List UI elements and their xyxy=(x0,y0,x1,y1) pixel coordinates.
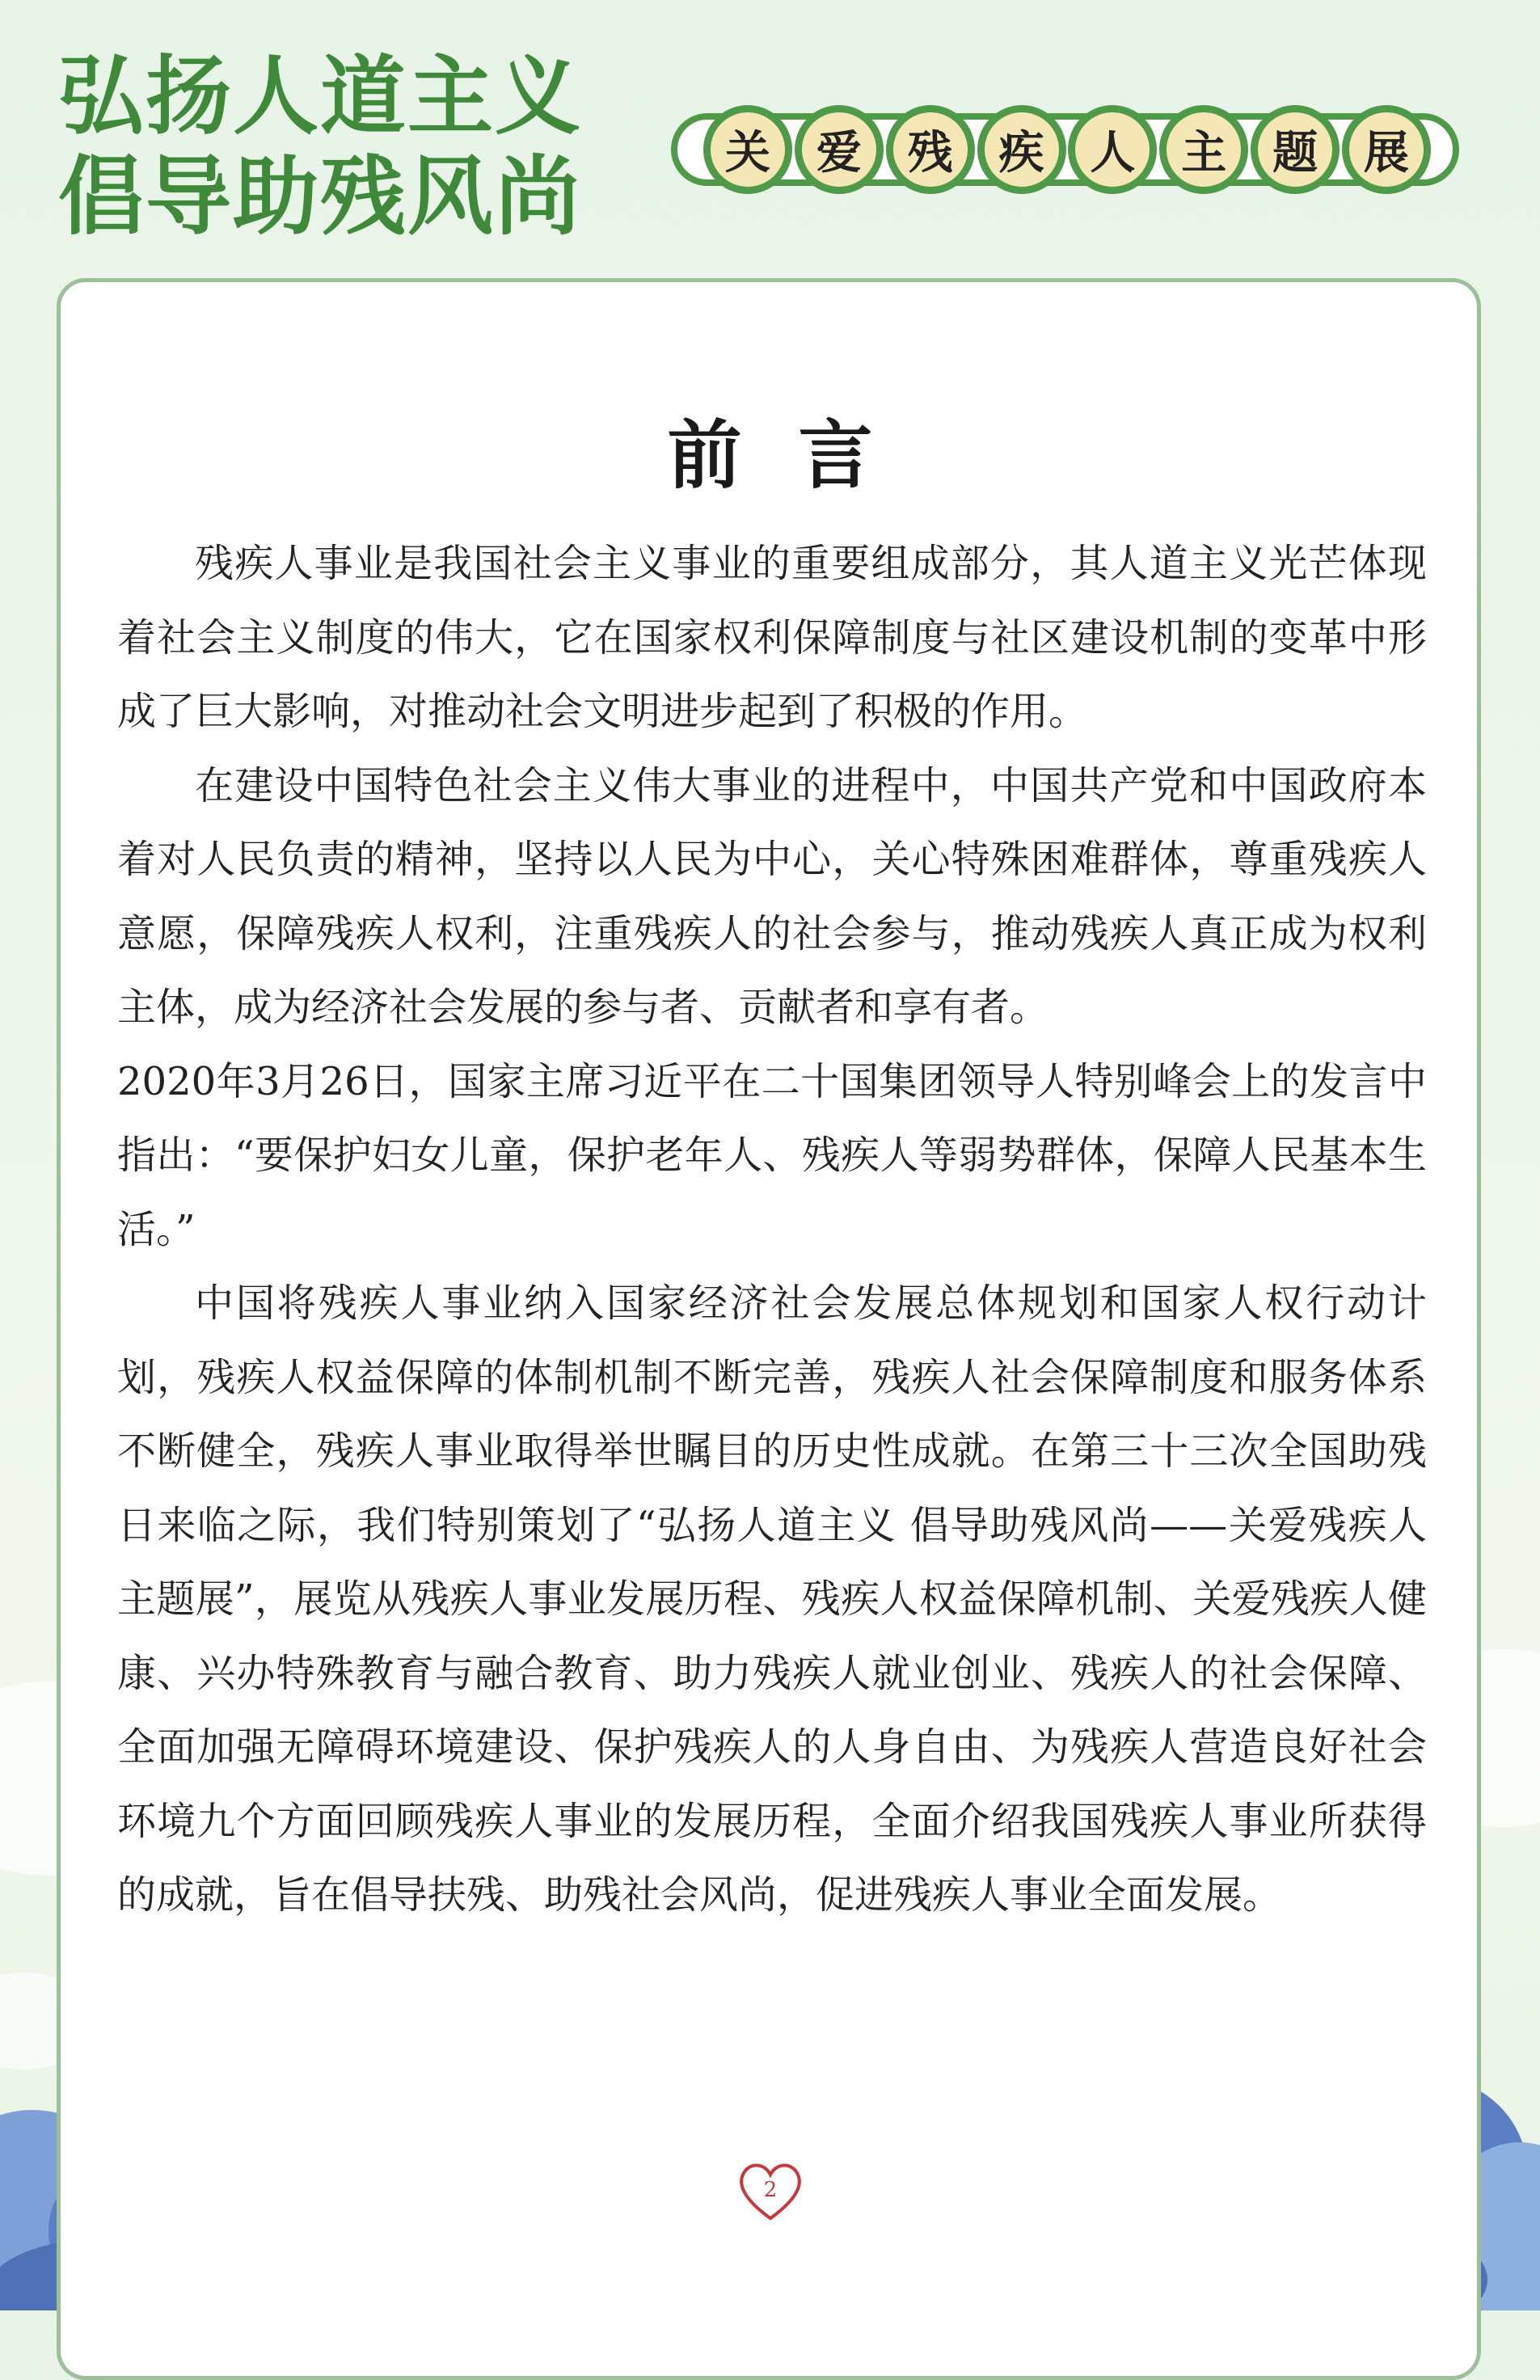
subtitle-char: 疾 xyxy=(977,105,1066,194)
title-line-1: 弘扬人道主义 xyxy=(58,47,582,146)
exhibition-title xyxy=(58,47,592,247)
subtitle-char: 展 xyxy=(1342,105,1431,194)
subtitle-char: 人 xyxy=(1068,105,1157,194)
paragraph: 中国将残疾人事业纳入国家经济社会发展总体规划和国家人权行动计划，残疾人权益保障的体制机制不断完善，残疾人社会保障制度和服务体系不断健全，残疾人事业取得举世瞩目的历史性成就。在第三十三次全国助残日来临之际，我们特别策划了“弘扬人道主义 倡导助残风尚——关爱残疾人主题展”，展览从残疾人事业发展历程、残疾人权益保障机制、关爱残疾人健康、兴办特殊教育与融合教育、助力残疾人就业创业、残疾人的社会保障、全面加强无障碍环境建设、保护残疾人的人身自由、为残疾人营造良好社会环境九个方面回顾残疾人事业的发展历程，全面介绍我国残疾人事业所获得的成就，旨在倡导扶残、助残社会风尚，促进残疾人事业全面发展。 xyxy=(117,1281,1427,1918)
subtitle-char: 爱 xyxy=(795,105,884,194)
subtitle-characters xyxy=(703,101,1431,198)
subtitle-char: 题 xyxy=(1251,105,1340,194)
title-line-2: 倡导助残风尚 xyxy=(58,147,582,247)
paragraph: 在建设中国特色社会主义伟大事业的进程中，中国共产党和中国政府本着对人民负责的精神，坚持以人民为中心，关心特殊困难群体，尊重残疾人意愿，保障残疾人权利，注重残疾人的社会参与，推动残疾人真正成为权利主体，成为经济社会发展的参与者、贡献者和享有者。 xyxy=(117,762,1427,1030)
paragraph: 2020年3月26日，国家主席习近平在二十国集团领导人特别峰会上的发言中指出：“要保护妇女儿童，保护老年人、残疾人等弱势群体，保障人民基本生活。” xyxy=(117,1058,1427,1252)
page-number: 2 xyxy=(763,2178,778,2202)
page-heading: 前言 xyxy=(667,412,930,499)
subtitle-char: 主 xyxy=(1159,105,1248,194)
subtitle-char: 残 xyxy=(886,105,975,194)
preface-body xyxy=(117,527,1427,1933)
subtitle-char: 关 xyxy=(703,105,792,194)
paragraph: 残疾人事业是我国社会主义事业的重要组成部分，其人道主义光芒体现着社会主义制度的伟大，它在国家权利保障制度与社区建设机制的变革中形成了巨大影响，对推动社会文明进步起到了积极的作用。 xyxy=(117,541,1427,734)
